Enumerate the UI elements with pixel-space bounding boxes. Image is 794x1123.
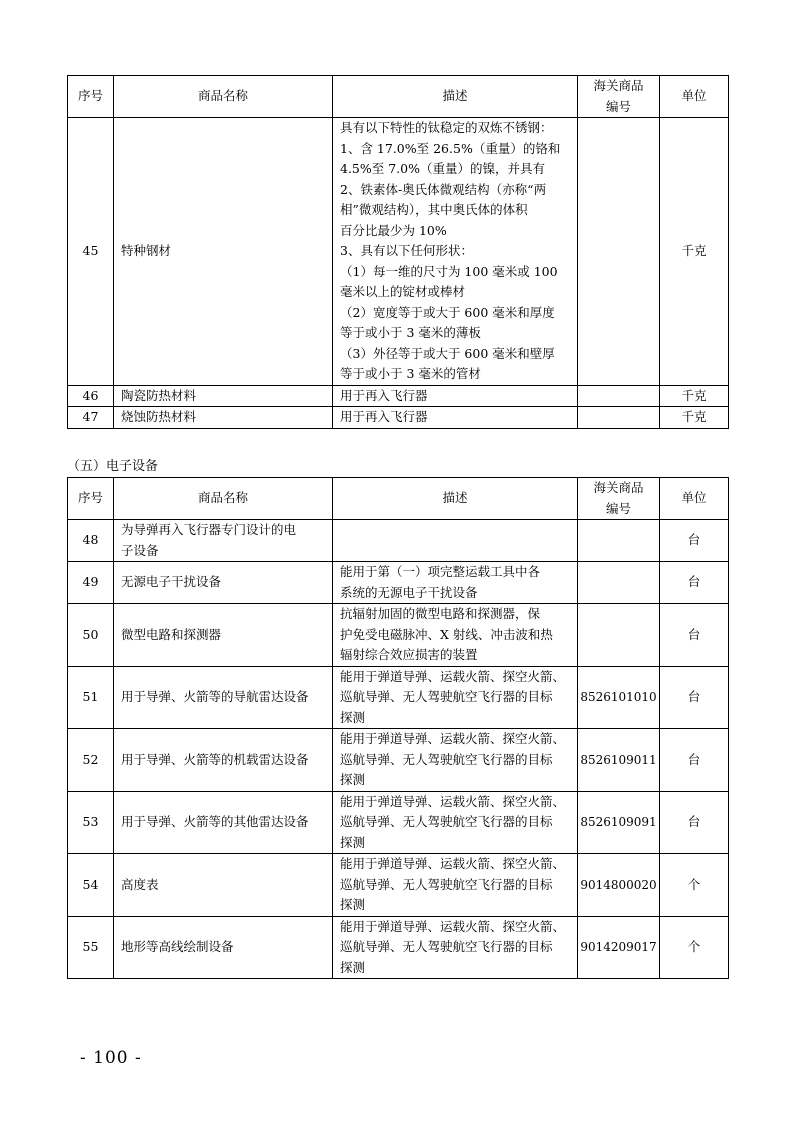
table-row [68, 562, 729, 604]
unit: 千克 [660, 118, 729, 386]
customs-code [578, 520, 660, 562]
description-line: 护免受电磁脉冲、X 射线、冲击波和热 [340, 626, 553, 642]
goods-description [333, 791, 578, 854]
row-number: 46 [68, 385, 114, 407]
unit: 千克 [660, 407, 729, 429]
description-line: 探测 [340, 709, 366, 725]
goods-name-line: 高度表 [121, 876, 159, 892]
goods-description [333, 666, 578, 729]
goods-table-1 [67, 75, 729, 429]
goods-description [333, 407, 578, 429]
customs-code: 9014209017 [578, 916, 660, 979]
description-line: 百分比最少为 10% [340, 222, 447, 238]
description-line: 能用于弹道导弹、运载火箭、探空火箭、 [340, 856, 566, 871]
customs-code: 8526109091 [578, 791, 660, 854]
goods-name-line: 为导弹再入飞行器专门设计的电 [121, 522, 297, 537]
table-row [68, 604, 729, 667]
unit: 千克 [660, 385, 729, 407]
goods-name [114, 520, 333, 562]
goods-name-line: 用于导弹、火箭等的机载雷达设备 [121, 751, 309, 767]
customs-code [578, 118, 660, 386]
description-line: 能用于弹道导弹、运载火箭、探空火箭、 [340, 731, 566, 746]
goods-description [333, 916, 578, 979]
header-no: 序号 [68, 478, 114, 520]
goods-name-line: 无源电子干扰设备 [121, 574, 222, 590]
description-line: 辐射综合效应损害的装置 [340, 647, 478, 662]
description-line: 等于或小于 3 毫米的管材 [340, 366, 481, 381]
description-line: 探测 [340, 959, 366, 975]
description-line: （1）每一维的尺寸为 100 毫米或 100 [340, 263, 558, 279]
header-desc: 描述 [333, 478, 578, 520]
unit: 台 [660, 562, 729, 604]
section-title-electronics: （五）电子设备 [67, 459, 159, 474]
goods-name: 烧蚀防热材料 [114, 407, 333, 429]
description-line: 系统的无源电子干扰设备 [340, 584, 478, 600]
description-line: 探测 [340, 897, 366, 912]
description-line: 能用于弹道导弹、运载火箭、探空火箭、 [340, 918, 566, 934]
description-line: 巡航导弹、无人驾驶航空飞行器的目标 [340, 751, 553, 767]
goods-name [114, 791, 333, 854]
description-line: 2、铁素体-奥氏体微观结构（亦称“两 [340, 181, 547, 197]
description-line: 巡航导弹、无人驾驶航空飞行器的目标 [340, 939, 553, 954]
goods-name-line: 地形等高线绘制设备 [121, 939, 234, 954]
row-number: 49 [68, 562, 114, 604]
unit: 个 [660, 854, 729, 917]
goods-name: 陶瓷防热材料 [114, 385, 333, 407]
goods-description [333, 385, 578, 407]
page-number: - 100 - [80, 1048, 142, 1068]
goods-name-line: 微型电路和探测器 [121, 626, 222, 642]
goods-description [333, 604, 578, 667]
description-line: 能用于第（一）项完整运载工具中各 [340, 564, 541, 579]
goods-name [114, 729, 333, 792]
row-number: 50 [68, 604, 114, 667]
goods-name-line: 用于导弹、火箭等的导航雷达设备 [121, 689, 309, 704]
description-line: 抗辐射加固的微型电路和探测器，保 [340, 606, 541, 621]
header-no: 序号 [68, 76, 114, 118]
customs-code: 8526109011 [578, 729, 660, 792]
description-line: 等于或小于 3 毫米的薄板 [340, 325, 481, 340]
header-unit: 单位 [660, 478, 729, 520]
description-line: 能用于弹道导弹、运载火箭、探空火箭、 [340, 793, 566, 809]
description-line: 1、含 17.0%至 26.5%（重量）的铬和 [340, 140, 561, 156]
unit: 台 [660, 604, 729, 667]
goods-name-line: 子设备 [121, 542, 159, 558]
row-number: 45 [68, 118, 114, 386]
description-line: 毫米以上的锭材或棒材 [340, 284, 466, 299]
header-code-line2: 编号 [605, 500, 631, 516]
header-desc: 描述 [333, 76, 578, 118]
goods-name-line: 用于导弹、火箭等的其他雷达设备 [121, 814, 309, 829]
description-line: 用于再入飞行器 [340, 409, 428, 424]
row-number: 53 [68, 791, 114, 854]
unit: 台 [660, 520, 729, 562]
table-row [68, 385, 729, 407]
table-header-row [68, 76, 729, 118]
table-header-row [68, 478, 729, 520]
goods-name [114, 666, 333, 729]
table-row [68, 520, 729, 562]
customs-code [578, 407, 660, 429]
unit: 台 [660, 666, 729, 729]
description-line: 具有以下特性的钛稳定的双炼不锈钢： [340, 120, 553, 135]
unit: 台 [660, 791, 729, 854]
header-name: 商品名称 [114, 478, 333, 520]
table-row [68, 854, 729, 917]
description-line: 3、具有以下任何形状： [340, 243, 473, 258]
row-number: 47 [68, 407, 114, 429]
goods-description [333, 562, 578, 604]
goods-name [114, 604, 333, 667]
goods-description [333, 854, 578, 917]
header-name: 商品名称 [114, 76, 333, 118]
customs-code [578, 385, 660, 407]
description-line: （3）外径等于或大于 600 毫米和壁厚 [340, 345, 555, 361]
table-row [68, 118, 729, 386]
description-line: 4.5%至 7.0%（重量）的镍，并具有 [340, 161, 545, 176]
description-line: 能用于弹道导弹、运载火箭、探空火箭、 [340, 668, 566, 684]
header-code [578, 478, 660, 520]
header-code-line1: 海关商品 [593, 480, 644, 495]
row-number: 48 [68, 520, 114, 562]
description-line: 探测 [340, 834, 366, 850]
header-code [578, 76, 660, 118]
customs-code [578, 562, 660, 604]
customs-code: 9014800020 [578, 854, 660, 917]
header-unit: 单位 [660, 76, 729, 118]
goods-name [114, 916, 333, 979]
description-line: 用于再入飞行器 [340, 387, 428, 403]
goods-table-2 [67, 477, 729, 979]
header-code-line2: 编号 [605, 98, 631, 114]
table-row [68, 666, 729, 729]
goods-name [114, 562, 333, 604]
row-number: 51 [68, 666, 114, 729]
header-code-line1: 海关商品 [593, 78, 644, 93]
table-row [68, 407, 729, 429]
unit: 个 [660, 916, 729, 979]
description-line: 巡航导弹、无人驾驶航空飞行器的目标 [340, 876, 553, 892]
goods-description [333, 729, 578, 792]
description-line: 探测 [340, 772, 366, 787]
customs-code: 8526101010 [578, 666, 660, 729]
customs-code [578, 604, 660, 667]
table-row [68, 729, 729, 792]
row-number: 55 [68, 916, 114, 979]
description-line: 相”微观结构），其中奥氏体的体积 [340, 202, 528, 217]
description-line: （2）宽度等于或大于 600 毫米和厚度 [340, 304, 555, 320]
unit: 台 [660, 729, 729, 792]
table-row [68, 791, 729, 854]
description-line: 巡航导弹、无人驾驶航空飞行器的目标 [340, 814, 553, 829]
goods-description [333, 520, 578, 562]
goods-name [114, 854, 333, 917]
row-number: 54 [68, 854, 114, 917]
description-line: 巡航导弹、无人驾驶航空飞行器的目标 [340, 689, 553, 704]
goods-name: 特种钢材 [114, 118, 333, 386]
table-row [68, 916, 729, 979]
goods-description [333, 118, 578, 386]
row-number: 52 [68, 729, 114, 792]
